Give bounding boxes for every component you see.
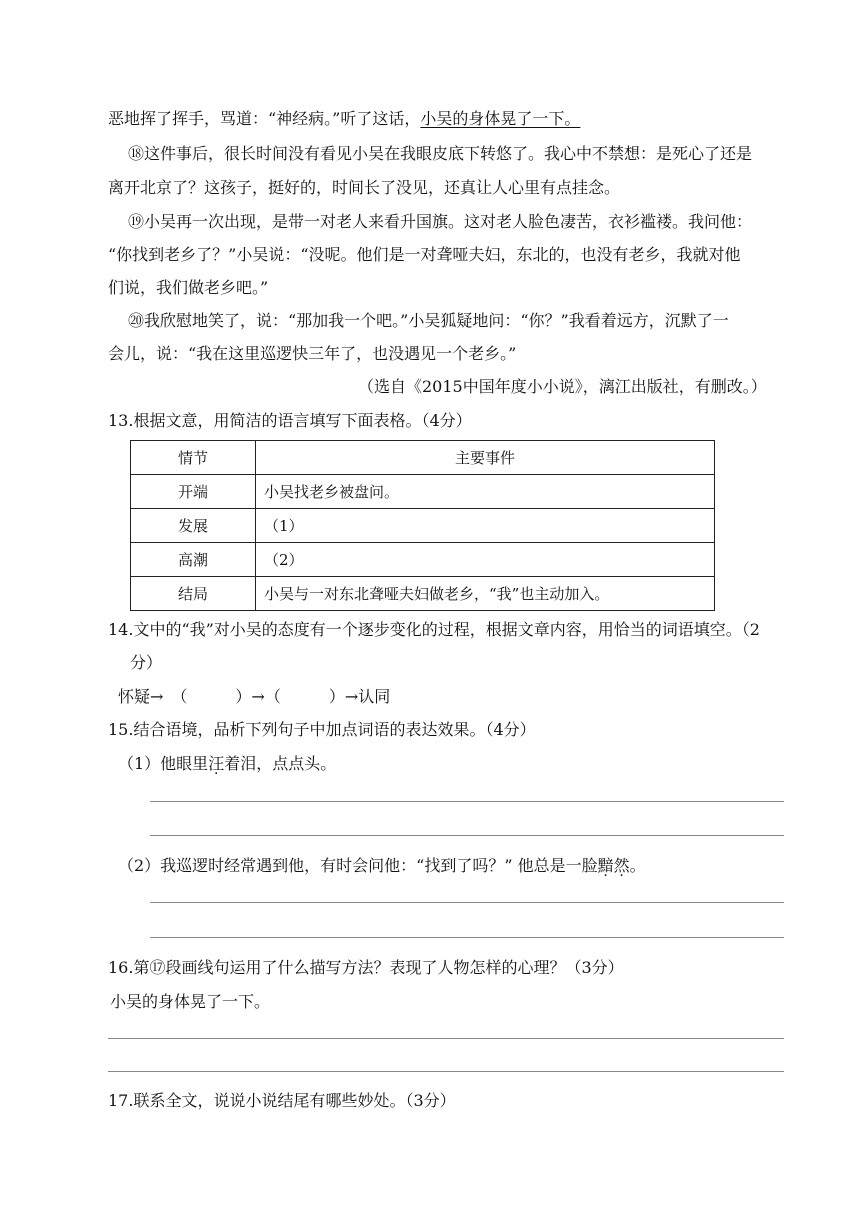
question-13-stem: 13.根据文意，用简洁的语言填写下面表格。（4分） [108, 411, 472, 430]
table-cell-stage: 结局 [131, 577, 256, 611]
dotted-word: 汪 [208, 754, 225, 773]
answer-line[interactable] [108, 1038, 784, 1039]
table-cell-event: （1） [256, 509, 715, 543]
question-15-stem: 15.结合语境，品析下列句子中加点词语的表达效果。（4分） [108, 720, 536, 739]
passage-paragraph-19-line-2: “你找到老乡了？”小吴说：“没呢。他们是一对聋哑夫妇，东北的，也没有老乡，我就对他 [108, 245, 741, 264]
underlined-sentence: 小吴的身体晃了一下。 [420, 109, 581, 128]
table-cell-event: （2） [256, 543, 715, 577]
passage-paragraph-17 [108, 106, 580, 129]
question-17-stem: 17.联系全文，说说小说结尾有哪些妙处。（3分） [108, 1091, 456, 1110]
table-row [131, 475, 715, 509]
answer-line[interactable] [150, 902, 784, 903]
question-14-chain: 怀疑→ （ ）→（ ）→认同 [118, 687, 391, 706]
table-row [131, 543, 715, 577]
question-16-stem: 16.第⑰段画线句运用了什么描写方法？表现了人物怎样的心理？（3分） [108, 958, 624, 977]
passage-paragraph-20-line-1: ⑳我欣慰地笑了，说：“那加我一个吧。”小吴狐疑地问：“你？”我看着远方，沉默了一 [128, 311, 729, 330]
table-header-cell: 主要事件 [256, 441, 715, 475]
question-15-sentence-2 [118, 853, 646, 876]
sentence-text: （2）我巡逻时经常遇到他，有时会问他：“找到了吗？” 他总是一脸 [118, 856, 598, 875]
question-15-sentence-1 [118, 751, 336, 774]
sentence-text: 。 [629, 856, 646, 875]
table-cell-event: 小吴找老乡被盘问。 [256, 475, 715, 509]
table-row [131, 509, 715, 543]
table-row [131, 577, 715, 611]
sentence-text: 着泪，点点头。 [224, 754, 337, 773]
answer-line[interactable] [108, 1071, 784, 1072]
table-cell-stage: 高潮 [131, 543, 256, 577]
passage-paragraph-18-line-2: 离开北京了？这孩子，挺好的，时间长了没见，还真让人心里有点挂念。 [108, 178, 621, 197]
source-citation: （选自《2015中国年度小小说》，漓江出版社，有删改。） [358, 377, 767, 396]
dotted-word: 黯 [597, 856, 614, 875]
passage-paragraph-19-line-1: ⑲小吴再一次出现，是带一对老人来看升国旗。这对老人脸色凄苦，衣衫褴褛。我问他： [128, 212, 753, 231]
question-14-stem-line-2: 分） [130, 653, 163, 672]
table-cell-stage: 发展 [131, 509, 256, 543]
passage-text: 恶地挥了挥手，骂道：“神经病。”听了这话， [108, 109, 421, 128]
question-16-quote: 小吴的身体晃了一下。 [110, 992, 271, 1011]
sentence-text: （1）他眼里 [118, 754, 209, 773]
table-cell-stage: 开端 [131, 475, 256, 509]
passage-paragraph-18-line-1: ⑱这件事后，很长时间没有看见小吴在我眼皮底下转悠了。我心中不禁想：是死心了还是 [128, 144, 753, 163]
passage-paragraph-19-line-3: 们说，我们做老乡吧。” [108, 278, 269, 297]
table-header-row [131, 441, 715, 475]
dotted-word: 然 [613, 856, 630, 875]
plot-table [130, 440, 715, 611]
answer-line[interactable] [150, 937, 784, 938]
table-header-cell: 情节 [131, 441, 256, 475]
answer-line[interactable] [150, 835, 784, 836]
question-14-stem-line-1: 14.文中的“我”对小吴的态度有一个逐步变化的过程，根据文章内容，用恰当的词语填空。（2 [108, 620, 760, 639]
answer-line[interactable] [150, 801, 784, 802]
passage-paragraph-20-line-2: 会儿，说：“我在这里巡逻快三年了，也没遇见一个老乡。” [108, 344, 517, 363]
table-cell-event: 小吴与一对东北聋哑夫妇做老乡，“我”也主动加入。 [256, 577, 715, 611]
